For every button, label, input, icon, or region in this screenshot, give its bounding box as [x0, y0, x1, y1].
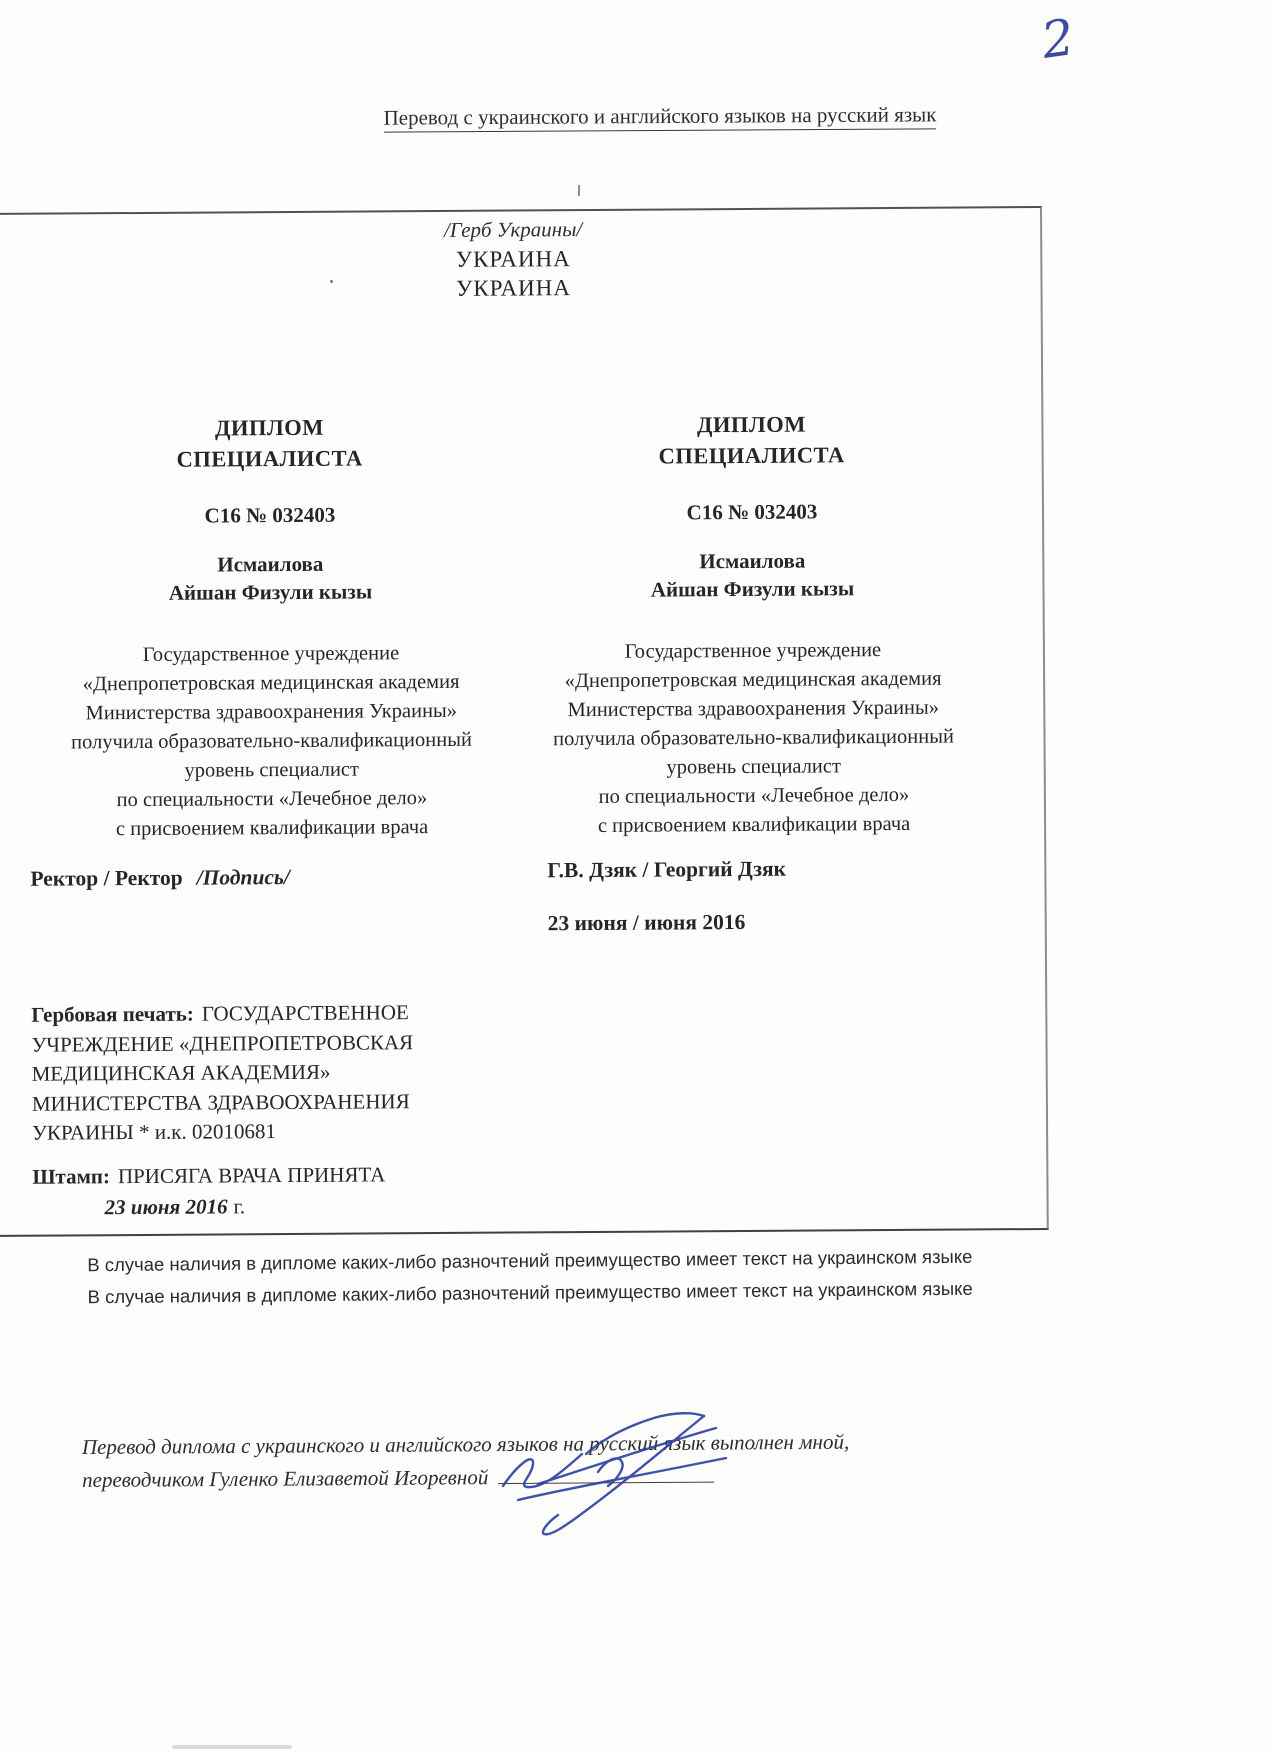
award-line: с присвоением квалификации врача — [597, 812, 911, 837]
doc-type-line2: СПЕЦИАЛИСТА — [658, 442, 845, 469]
award-line: «Днепропетровская медицинская академия — [564, 667, 942, 693]
seal-text-line: МИНИСТЕРСТВА ЗДРАВООХРАНЕНИЯ — [31, 1088, 410, 1116]
scan-smudge — [172, 1745, 292, 1749]
diploma-column-left — [34, 411, 507, 845]
signature-placeholder-note: /Подпись/ — [196, 865, 290, 890]
disclaimer-line: В случае наличия в дипломе каких-либо разночтений преимущество имеет текст на украинском языке — [87, 1277, 973, 1308]
translation-direction-text: Перевод с украинского и английского языков на русский язык — [383, 102, 936, 132]
translator-handwritten-signature — [478, 1388, 748, 1558]
award-line: Министерства здравоохранения Украины» — [567, 696, 940, 722]
emblem-note: /Герб Украины/ — [443, 217, 583, 242]
rector-name-line: Г.В. Дзяк / Георгий Дзяк — [547, 856, 787, 883]
award-line: получила образовательно-квалификационный — [553, 725, 954, 751]
holder-given-names: Айшан Физули кызы — [168, 579, 373, 605]
holder-surname: Исмаилова — [217, 551, 324, 577]
stamp-date-line — [105, 1194, 246, 1220]
seal-text-line: УЧРЕЖДЕНИЕ «ДНЕПРОПЕТРОВСКАЯ — [31, 1029, 414, 1057]
stamp-text: ПРИСЯГА ВРАЧА ПРИНЯТА — [117, 1162, 386, 1189]
disclaimer-line: В случае наличия в дипломе каких-либо разночтений преимущество имеет текст на украинском языке — [87, 1245, 973, 1276]
serial-number: С16 № 032403 — [204, 502, 336, 528]
award-line: «Днепропетровская медицинская академия — [82, 670, 460, 696]
seal-text-line: УКРАИНЫ * и.к. 02010681 — [32, 1119, 277, 1145]
holder-surname: Исмаилова — [699, 548, 806, 574]
stamp-description — [32, 1162, 385, 1189]
stamp-label: Штамп: — [32, 1164, 111, 1189]
doc-type-line1: ДИПЛОМ — [214, 414, 325, 441]
award-paragraph — [36, 639, 507, 845]
diploma-column-right — [521, 407, 984, 841]
seal-description — [31, 998, 472, 1148]
doc-type-line1: ДИПЛОМ — [696, 411, 807, 438]
stamp-date: 23 июня 2016 — [104, 1194, 228, 1220]
translator-statement-line1: Перевод диплома с украинского и английского языков на русский язык выполнен мной, — [81, 1429, 850, 1460]
award-line: с присвоением квалификации врача — [115, 816, 429, 841]
emblem-group — [0, 212, 1041, 306]
award-line: по специальности «Лечебное дело» — [116, 787, 428, 812]
doc-type-line2: СПЕЦИАЛИСТА — [176, 445, 363, 472]
holder-given-names: Айшан Физули кызы — [650, 576, 855, 602]
award-line: получила образовательно-квалификационный — [71, 728, 472, 754]
award-line: уровень специалист — [184, 758, 360, 782]
stamp-date-suffix: г. — [233, 1194, 246, 1219]
award-line: Министерства здравоохранения Украины» — [85, 699, 458, 725]
disclaimer-block — [58, 1240, 1003, 1313]
award-line: уровень специалист — [666, 755, 842, 779]
seal-text-line: МЕДИЦИНСКАЯ АКАДЕМИЯ» — [31, 1059, 331, 1086]
award-paragraph — [523, 635, 984, 841]
certificate-box — [0, 206, 1049, 1237]
award-line: по специальности «Лечебное дело» — [598, 783, 910, 808]
country-name-line1: УКРАИНА — [455, 246, 571, 272]
award-line: Государственное учреждение — [142, 642, 400, 666]
serial-number: С16 № 032403 — [686, 499, 818, 525]
translator-name-text: переводчиком Гуленко Елизаветой Игоревной — [82, 1465, 489, 1493]
translation-direction-header — [45, 100, 1275, 133]
award-line: Государственное учреждение — [624, 639, 882, 663]
rector-label: Ректор / Ректор — [30, 865, 183, 891]
seal-label: Гербовая печать: — [31, 1001, 194, 1027]
country-name-line2: УКРАИНА — [455, 275, 572, 301]
rector-signature-line — [30, 865, 290, 892]
seal-text-line: ГОСУДАРСТВЕННОЕ — [201, 1000, 409, 1026]
handwritten-page-number: 2 — [1038, 8, 1078, 70]
issue-date-line: 23 июня / июня 2016 — [547, 909, 746, 936]
fold-mark — [578, 185, 580, 196]
